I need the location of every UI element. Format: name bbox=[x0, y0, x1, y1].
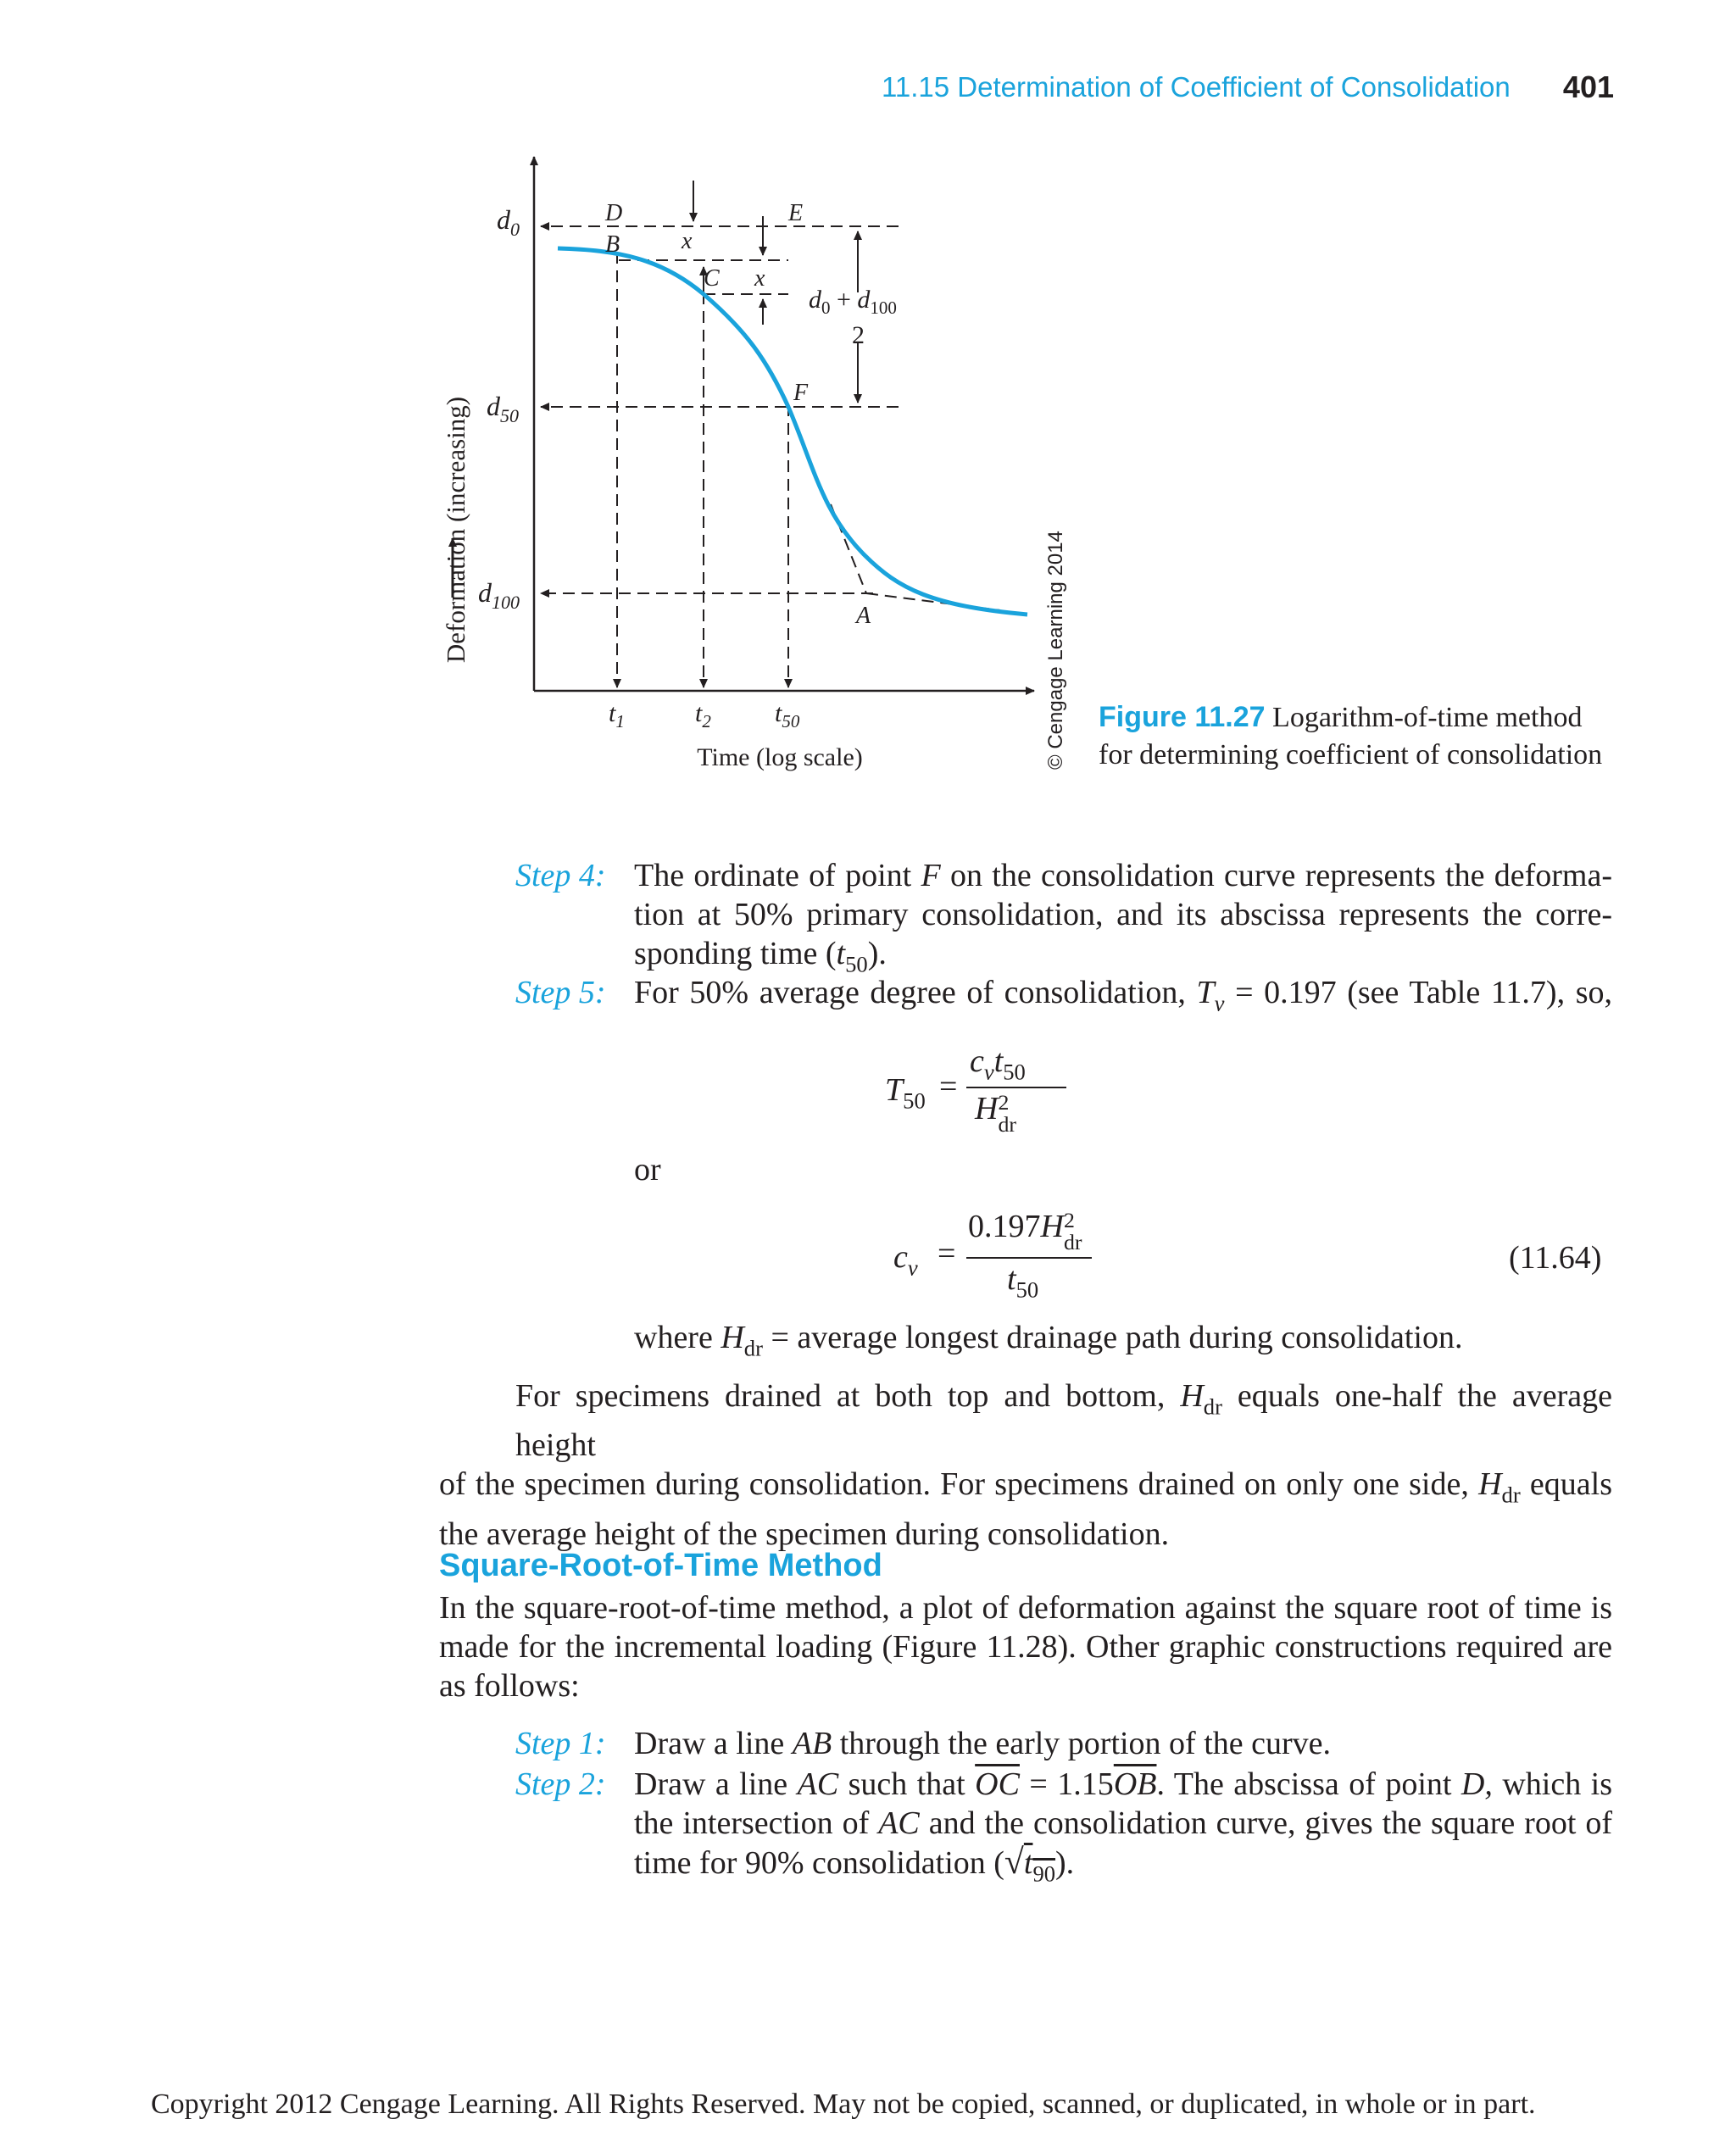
point-A: A bbox=[856, 603, 871, 629]
image-credit: © Cengage Learning 2014 bbox=[1044, 531, 1067, 770]
consolidation-curve bbox=[558, 248, 1027, 615]
where-line: where $H_{dr}$ = average longest drainage path during consolidation. bbox=[634, 1320, 1463, 1361]
step-5: Step 5: For 50% average degree of consolidation, $T_v = 0.197$ (see Table 11.7), so, bbox=[515, 975, 1612, 1016]
x-axis-label: Time (log scale) bbox=[697, 743, 863, 771]
step-label: Step 5: bbox=[515, 975, 606, 1010]
y-axis-label bbox=[441, 397, 470, 663]
half-deformation-label bbox=[809, 286, 899, 349]
sqrt-symbol: √ bbox=[1004, 1843, 1024, 1882]
running-head bbox=[882, 71, 1614, 103]
point-B: B bbox=[605, 231, 620, 258]
equation-cv: $c_v$ = 0.197H 2 dr $t_{50}$ bbox=[890, 1208, 1144, 1310]
label-d50: $d_{50}$ bbox=[487, 391, 519, 426]
step-1: Step 1: Draw a line AB through the early portion of the curve. bbox=[515, 1726, 1332, 1761]
point-D: D bbox=[605, 200, 623, 226]
step-label: Step 4: bbox=[515, 858, 606, 893]
point-x2: x bbox=[754, 265, 765, 292]
equation-t50: $T_{50}$ = $c_vt_{50}$ H 2 dr bbox=[882, 1043, 1136, 1144]
figure-label: Figure 11.27 bbox=[1099, 701, 1266, 733]
figure-caption: Figure 11.27 Logarithm-of-time method for determining coefficient of consolidation bbox=[1099, 701, 1603, 770]
fraction-bar bbox=[966, 1087, 1066, 1088]
step-label: Step 1: bbox=[515, 1726, 606, 1761]
copyright-footer: Copyright 2012 Cengage Learning. All Rights Reserved. May not be copied, scanned, or duplicated, in whole or in part. bbox=[151, 2089, 1536, 2120]
label-t50: $t_{50}$ bbox=[775, 699, 800, 731]
step-label: Step 2: bbox=[515, 1766, 606, 1802]
step-4: Step 4: The ordinate of point F on the consolidation curve represents the deforma- tion at 50% primary consolidation, and its abscissa represents the corre- sponding time $(t_{50})$. bbox=[515, 858, 1612, 977]
label-d0: $d_0$ bbox=[497, 204, 520, 240]
label-t2: $t_2$ bbox=[695, 699, 711, 731]
point-x1: x bbox=[682, 228, 693, 254]
paragraph-method: In the square-root-of-time method, a plot of deformation against the square root of time is made for the incremental loading (Figure 11.28). Other graphic constructions required are as follows: bbox=[439, 1590, 1612, 1704]
page-number: 401 bbox=[1562, 70, 1614, 104]
running-title: 11.15 Determination of Coefficient of Consolidation bbox=[882, 71, 1511, 103]
section-heading: Square-Root-of-Time Method bbox=[439, 1548, 882, 1583]
label-d100: $d_{100}$ bbox=[478, 577, 520, 613]
svg-text:d0 + d100: $d_0 + d_{100}$ bbox=[809, 286, 897, 318]
consolidation-curve-figure bbox=[424, 140, 1085, 784]
paragraph-drainage: For specimens drained at both top and bottom, $H_{dr}$ equals one-half the average height of the specimen during consolidation. For specimens drained on only one side, $H_{dr}$ equals the average height of the specimen during consolidation. bbox=[439, 1378, 1613, 1552]
or-text: or bbox=[634, 1152, 661, 1188]
equation-number: (11.64) bbox=[1509, 1240, 1602, 1276]
point-E: E bbox=[788, 200, 804, 226]
step-2: Step 2: Draw a line AC such that $\overline{OC} = 1.15\overline{OB}$. The abscissa of point D, which is the intersection of AC and the consolidation curve, gives the square root of time for 90% consolidation $(√t_{90})$. bbox=[515, 1766, 1612, 1887]
point-F: F bbox=[793, 380, 809, 406]
label-t1: $t_1$ bbox=[609, 699, 625, 731]
svg-text:2: 2 bbox=[852, 321, 865, 349]
point-C: C bbox=[704, 265, 720, 292]
fraction-bar bbox=[966, 1257, 1092, 1259]
svg-text:Deformation (increasing): Deformation (increasing) bbox=[441, 396, 470, 664]
